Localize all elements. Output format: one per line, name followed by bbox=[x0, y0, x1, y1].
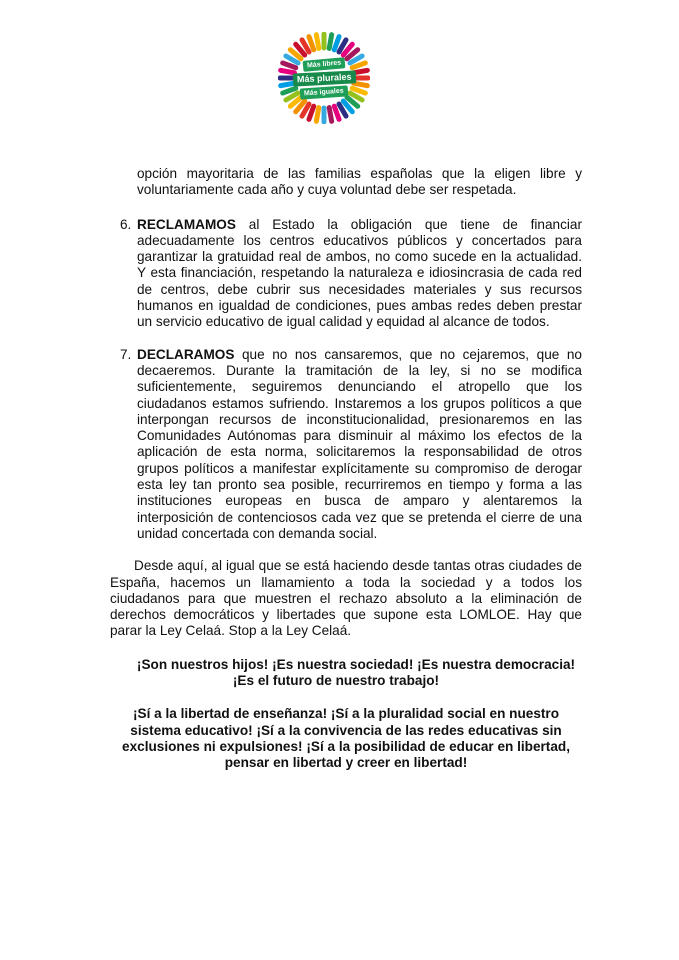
keyword: DECLARAMOS bbox=[137, 346, 235, 362]
list-item-text bbox=[137, 347, 582, 543]
paragraph-continuation: opción mayoritaria de las familias españolas que la eligen libre y voluntariamente cada año y cuya voluntad debe ser respetada. bbox=[137, 166, 582, 198]
list-number: 6. bbox=[120, 216, 132, 232]
logo-text bbox=[278, 32, 370, 124]
slogan-block-2 bbox=[110, 706, 582, 771]
slogan-line: ¡Sí a la libertad de enseñanza! ¡Sí a la pluralidad social en nuestro bbox=[132, 706, 560, 722]
list-item-text bbox=[137, 217, 582, 331]
item-body: al Estado la obligación que tiene de financiar adecuadamente los centros educativos públicos y concertados para garantizar la gratuidad real de ambos, no como sucede en la actualidad. Y esta financiación, respetando la naturaleza e idiosincrasia de cada red de centros, debe cubrir sus necesidades materiales y sus recursos humanos en igualdad de condiciones, pues ambas redes deben prestar un servicio educativo de igual calidad y equidad al alcance de todos. bbox=[137, 216, 582, 330]
closing-paragraph: Desde aquí, al igual que se está haciendo desde tantas otras ciudades de España, hacemos un llamamiento a toda la sociedad y a todos los ciudadanos para que muestren el rechazo absoluto a la eliminación de derechos democráticos y libertades que supone esta LOMLOE. Hay que parar la Ley Celaá. Stop a la Ley Celaá. bbox=[110, 558, 582, 639]
logo-line-3: Más iguales bbox=[300, 85, 348, 99]
keyword: RECLAMAMOS bbox=[137, 216, 236, 232]
slogan-line: exclusiones ni expulsiones! ¡Sí a la posibilidad de educar en libertad, bbox=[122, 738, 570, 754]
document-body bbox=[110, 166, 582, 772]
list-number: 7. bbox=[120, 346, 132, 362]
slogan-line: ¡Son nuestros hijos! ¡Es nuestra sociedad! ¡Es nuestra democracia! bbox=[136, 656, 576, 672]
item-body: que no nos cansaremos, que no cejaremos, que no decaeremos. Durante la tramitación de la ley, si no se modifica suficientemente, seguiremos denunciando el atropello que los ciudadanos estamos sufriendo. Instaremos a los grupos políticos a que interpongan recursos de inconstitucionalidad, presionaremos en las Comunidades Autónomas para disminuir al máximo los efectos de la aplicación de esta norma, solicitaremos la responsabilidad de otros grupos políticos a manifestar explícitamente su compromiso de derogar esta ley tan pronto sea posible, recurriremos en tiempo y forma a las instituciones europeas en busca de amparo y alentaremos la interposición de contenciosos cada vez que se pretenda el cierre de una unidad concertada con demanda social. bbox=[137, 346, 582, 541]
campaign-logo bbox=[278, 32, 370, 124]
slogan-line: sistema educativo! ¡Sí a la convivencia de las redes educativas sin bbox=[130, 722, 562, 738]
logo-line-1: Más libres bbox=[302, 57, 345, 72]
slogan-block-1 bbox=[130, 657, 582, 690]
logo-line-2: Más plurales bbox=[292, 70, 355, 86]
slogan-line: ¡Es el futuro de nuestro trabajo! bbox=[232, 673, 440, 689]
slogan-line: pensar en libertad y creer en libertad! bbox=[224, 755, 468, 771]
list-item-7 bbox=[120, 346, 582, 543]
list-item-6 bbox=[120, 216, 582, 331]
